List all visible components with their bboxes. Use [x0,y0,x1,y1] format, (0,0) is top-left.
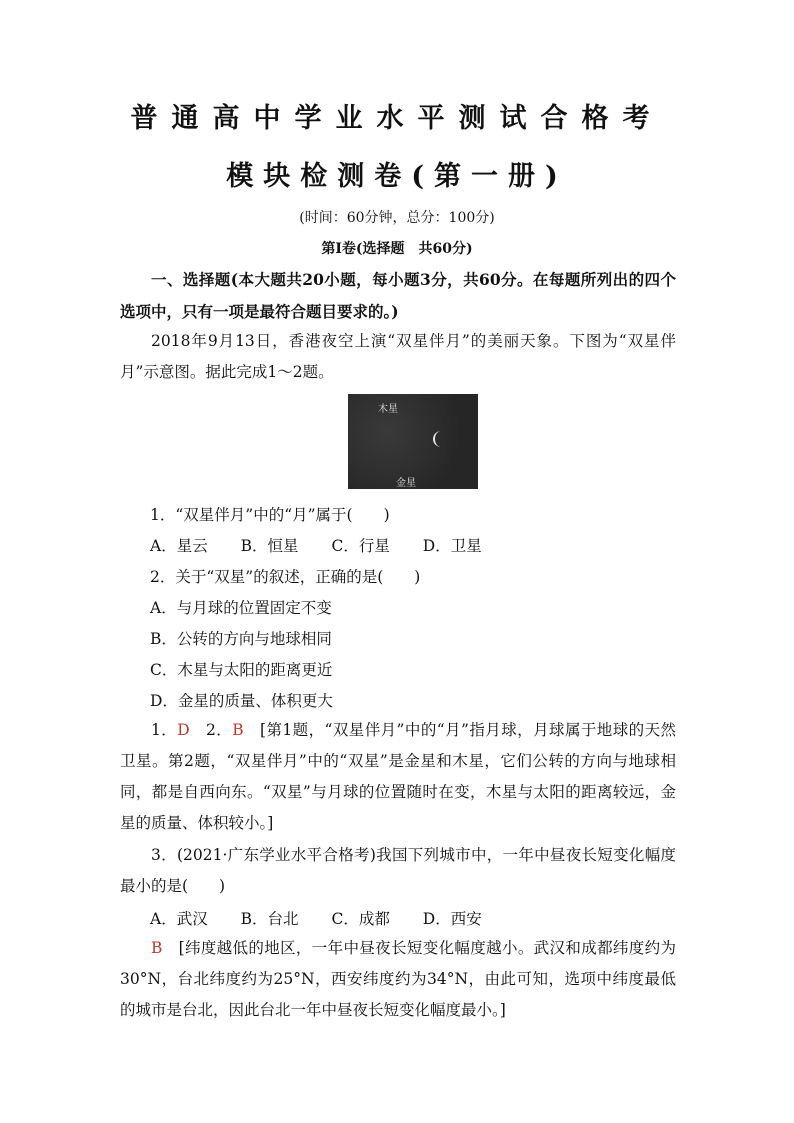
answer-1-2 [120,715,676,839]
part-intro-text: 一、选择题(本大题共20小题，每小题3分，共60分。在每题所列出的四个选项中，只有一项是最符合题目要求的。) [120,270,676,321]
answer-q3: B [151,939,163,957]
crescent-moon-icon [432,430,446,448]
q1-option-a: A．星云 [150,537,208,555]
q1-option-b: B．恒星 [240,537,299,555]
q2-option-b: B．公转的方向与地球相同 [150,630,332,648]
answer-3 [120,933,676,1026]
q2-option-c: C．木星与太阳的距离更近 [150,661,333,679]
answer-q1-number: 1． [151,721,178,739]
answer-q2-number: 2． [189,721,233,739]
q2-option-a: A．与月球的位置固定不变 [150,599,332,617]
title-line-1: 普通高中学业水平测试合格考 [130,103,664,134]
q3-option-d: D．西安 [422,910,482,928]
q2-stem: 2．关于“双星”的叙述，正确的是( ) [150,568,421,586]
answer-q1: D [177,721,190,739]
q3-stem: 3．(2021·广东学业水平合格考)我国下列城市中，一年中昼夜长短变化幅度最小的是( ) [120,846,676,895]
q1-option-c: C．行星 [331,537,390,555]
jupiter-label: 木星 [378,404,398,415]
context-paragraph: 2018年9月13日，香港夜空上演“双星伴月”的美丽天象。下图为“双星伴月”示意图。据此完成1～2题。 [120,332,676,381]
q2-option-d: D．金星的质量、体积更大 [150,692,333,710]
exam-info: (时间：60分钟，总分：100分) [299,210,495,226]
part-intro [120,264,676,328]
q1-stem: 1．“双星伴月”中的“月”属于( ) [150,506,390,524]
answer-q2: B [232,721,244,739]
q3-options [150,907,510,929]
q3-option-c: C．成都 [331,910,390,928]
double-star-moon-figure [348,394,478,489]
answer-3-explanation: [纬度越低的地区，一年中昼夜长短变化幅度越小。武汉和成都纬度约为30°N，台北纬度约为25°N，西安纬度约为34°N，由此可知，选项中纬度最低的城市是台北，因此台北一年中昼夜长短变化幅度最小。] [120,939,676,1019]
q3-option-b: B．台北 [240,910,299,928]
venus-label: 金星 [396,478,416,489]
q1-options [150,534,510,556]
answer-1-2-explanation: [第1题，“双星伴月”中的“月”指月球，月球属于地球的天然卫星。第2题，“双星伴月”中的“双星”是金星和木星，它们公转的方向与地球相同，都是自西向东。“双星”与月球的位置随时在变，木星与太阳的距离较远，金星的质量、体积较小。] [120,721,676,832]
section-title: 第Ⅰ卷(选择题 共60分) [321,241,473,257]
q3-option-a: A．武汉 [150,910,208,928]
title-line-2: 模块检测卷(第一册) [226,161,568,192]
q1-option-d: D．卫星 [422,537,482,555]
